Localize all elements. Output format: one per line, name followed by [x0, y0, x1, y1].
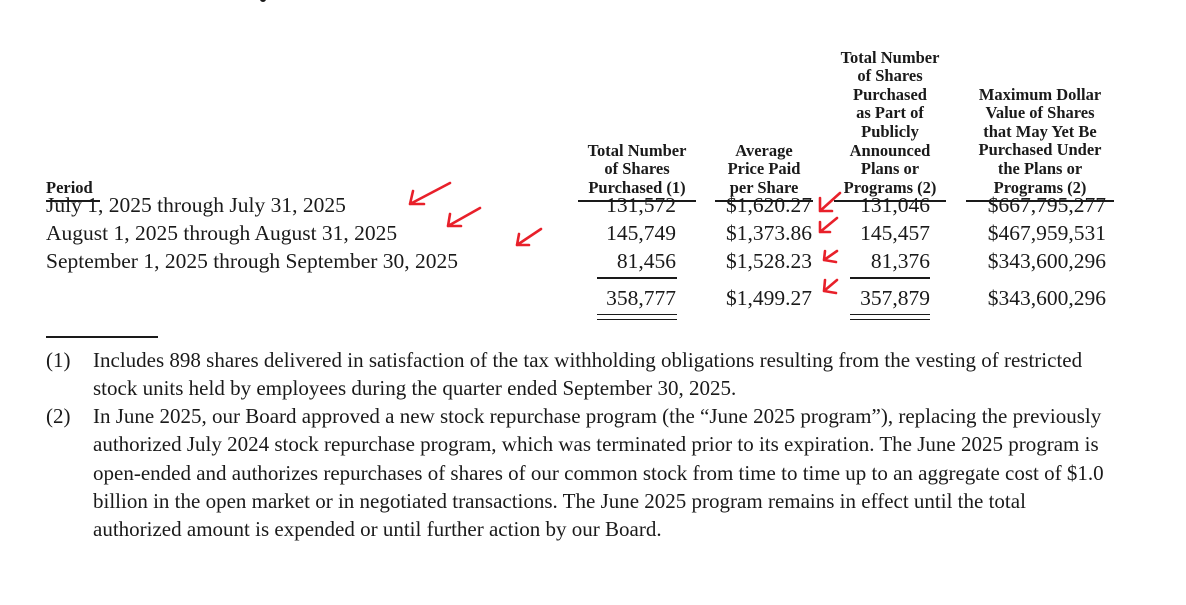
red-arrow-icon	[818, 276, 840, 298]
red-arrow-icon	[815, 215, 841, 237]
total-double-underline-announced	[850, 314, 930, 320]
header-avg-price-label: Average Price Paid per Share	[727, 140, 801, 197]
row-3-announced: 81,376	[870, 249, 930, 273]
footnote-1-mark: (1)	[46, 348, 71, 372]
row-3-avg-price: $1,528.23	[726, 249, 812, 273]
total-max-value: $343,600,296	[987, 286, 1106, 310]
total-announced: 357,879	[860, 286, 930, 310]
red-arrow-icon	[512, 226, 544, 250]
footnote-2	[46, 402, 1116, 543]
row-2-total-shares: 145,749	[606, 221, 676, 245]
row-1-announced: 131,046	[860, 193, 930, 217]
red-arrow-icon	[814, 190, 844, 216]
row-3-period: September 1, 2025 through September 30, 2025	[46, 249, 459, 273]
header-announced-label: Total Number of Shares Purchased as Part of Publicly Announced Plans or Programs (2)	[840, 47, 940, 197]
red-arrow-icon	[818, 247, 840, 267]
footnote-separator	[46, 336, 158, 338]
row-3-total-shares: 81,456	[616, 249, 676, 273]
header-period-label: Period	[46, 177, 93, 197]
row-1-max-value: $667,795,277	[987, 193, 1106, 217]
total-total-shares: 358,777	[606, 286, 676, 310]
row-3-max-value: $343,600,296	[987, 249, 1106, 273]
row-1-total-shares: 131,572	[606, 193, 676, 217]
row-2-period: August 1, 2025 through August 31, 2025	[46, 221, 398, 245]
row-2-avg-price: $1,373.86	[726, 221, 812, 245]
row-2-announced: 145,457	[860, 221, 930, 245]
subtotal-rule-total-shares	[597, 277, 677, 279]
subtotal-rule-announced	[850, 277, 930, 279]
footnote-2-text: In June 2025, our Board approved a new stock repurchase program (the “June 2025 program”), replacing the previously authorized July 2024 stock repurchase program, which was terminated prior to its expiration. The June 2025 program is open-ended and authorizes repurchases of shares of our common stock from time to time up to an aggregate cost of $1.0 billion in the open market or in negotiated transactions. The June 2025 program remains in effect until the total authorized amount is expended or until further action by our Board.	[93, 404, 1104, 542]
footnote-1	[46, 346, 1116, 403]
footnote-2-mark: (2)	[46, 404, 71, 428]
header-total-shares-label: Total Number of Shares Purchased (1)	[587, 140, 687, 197]
total-avg-price: $1,499.27	[726, 286, 812, 310]
row-1-period: July 1, 2025 through July 31, 2025	[46, 193, 346, 217]
total-double-underline-total-shares	[597, 314, 677, 320]
row-1-avg-price: $1,620.27	[726, 193, 812, 217]
footnote-1-text: Includes 898 shares delivered in satisfaction of the tax withholding obligations resulting from the vesting of restricted stock units held by employees during the quarter ended September 30, 2025.	[93, 348, 1083, 401]
row-2-max-value: $467,959,531	[987, 221, 1106, 245]
red-arrow-icon	[442, 205, 482, 231]
header-max-value-label: Maximum Dollar Value of Shares that May Yet Be Purchased Under the Plans or Programs (2)	[978, 84, 1102, 197]
cropped-text-fragment	[250, 0, 310, 2]
